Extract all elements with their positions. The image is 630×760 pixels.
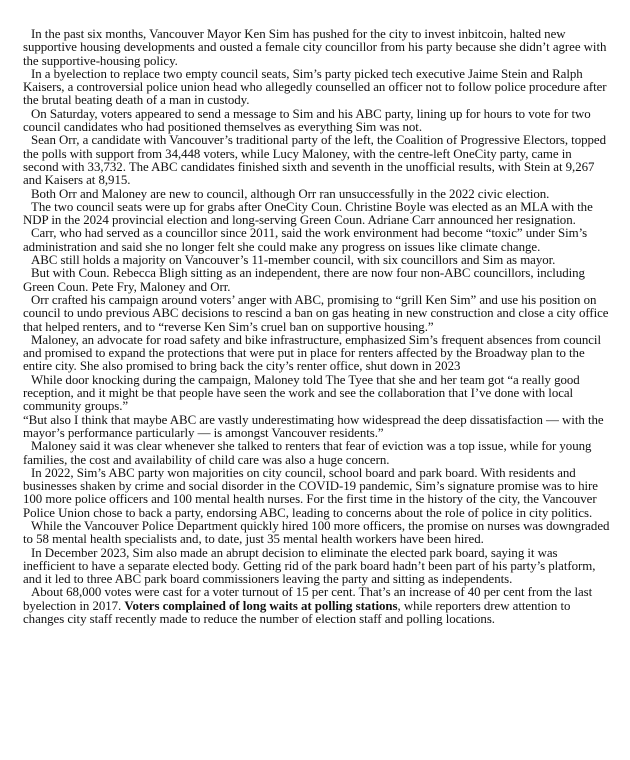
- paragraph-8: ABC still holds a majority on Vancouver’s 11-member council, with six councillors and Sim as mayor.: [31, 253, 556, 268]
- paragraph-6: The two council seats were up for grabs after OneCity Coun. Christine Boyle was elected as an MLA with the NDP in the 2024 provincial election and long-serving Green Coun. Adriane Carr announced her resignation.: [23, 199, 593, 228]
- paragraph-1: In the past six months, Vancouver Mayor Ken Sim has pushed for the city to invest inbitcoin, halted new supportive housing developments and ousted a female city councillor from his party because she didn’t agree with the supportive-housing policy.: [23, 27, 607, 68]
- paragraph-3: On Saturday, voters appeared to send a message to Sim and his ABC party, lining up for hours to vote for two council candidates who had positioned themselves as everything Sim was not.: [23, 106, 591, 135]
- paragraph-17: In December 2023, Sim also made an abrupt decision to eliminate the elected park board, saying it was inefficient to have a separate elected body. Getting rid of the park board hadn’t been part of his party’s platform, and it led to three ABC park board commissioners leaving the party and sitting as independents.: [23, 545, 596, 587]
- paragraph-10: Orr crafted his campaign around voters’ anger with ABC, promising to “grill Ken Sim” and use his position on council to undo previous ABC decisions to rescind a ban on gas heating in new construction and close a city office that helped renters, and to “reverse Ken Sim’s cruel ban on supportive housing.”: [23, 292, 609, 334]
- paragraph-2: In a byelection to replace two empty council seats, Sim’s party picked tech executive Jaime Stein and Ralph Kaisers, a controversial police union head who allegedly counselled an officer not to follow police procedure after the brutal beating death of a man in custody.: [23, 66, 607, 108]
- paragraph-9: But with Coun. Rebecca Bligh sitting as an independent, there are now four non-ABC councillors, including Green Coun. Pete Fry, Maloney and Orr.: [23, 266, 585, 294]
- paragraph-13-quote: “But also I think that maybe ABC are vastly underestimating how widespread the deep dissatisfaction — with the mayor’s performance particularly — is amongst Vancouver residents.”: [23, 412, 604, 440]
- paragraph-18: [23, 586, 610, 626]
- paragraph-12: While door knocking during the campaign, Maloney told The Tyee that she and her team got “a really good reception, and it might be that people have seen the work and see the collaboration that I’ve done with local community groups.”: [23, 372, 580, 414]
- paragraph-7: Carr, who had served as a councillor since 2011, said the work environment had become “toxic” under Sim’s administration and said she no longer felt she could make any progress on issues like climate change.: [23, 226, 588, 254]
- paragraph-18-bold-phrase: Voters complained of long waits at polling stations: [124, 598, 398, 613]
- paragraph-18-lead: About 68,000 votes were cast for a voter turnout of 15 per cent. That’s an increase of 40 per cent from the last byelection in 2017.: [23, 585, 593, 613]
- paragraph-4: Sean Orr, a candidate with Vancouver’s traditional party of the left, the Coalition of Progressive Electors, topped the polls with support from 34,448 voters, while Lucy Maloney, with the centre-left OneCity party, came in second with 33,732. The ABC candidates finished sixth and seventh in the unofficial results, with Stein at 9,267 and Kaisers at 8,915.: [23, 133, 606, 188]
- paragraph-5: Both Orr and Maloney are new to council, although Orr ran unsuccessfully in the 2022 civic election.: [31, 186, 550, 201]
- paragraph-18-tail: , while reporters drew attention to changes city staff recently made to reduce the number of election staff and polling locations.: [23, 598, 571, 627]
- paragraph-14: Maloney said it was clear whenever she talked to renters that fear of eviction was a top issue, while for young families, the cost and availability of child care was also a huge concern.: [23, 439, 592, 467]
- paragraph-11: Maloney, an advocate for road safety and bike infrastructure, emphasized Sim’s frequent absences from council and promised to expand the protections that were put in place for renters affected by the Broadway plan to the entire city. She also promised to bring back the city’s renter office, shut down in 2023: [23, 332, 601, 374]
- paragraph-16: While the Vancouver Police Department quickly hired 100 more officers, the promise on nurses was downgraded to 58 mental health specialists and, to date, just 35 mental health workers have been hired.: [23, 518, 610, 547]
- paragraph-15: In 2022, Sim’s ABC party won majorities on city council, school board and park board. With residents and businesses shaken by crime and social disorder in the COVID-19 pandemic, Sim’s signature promise was to hire 100 more police officers and 100 mental health nurses. For the first time in the history of the city, the Vancouver Police Union chose to back a party, endorsing ABC, leading to concerns about the role of police in city politics.: [23, 465, 598, 520]
